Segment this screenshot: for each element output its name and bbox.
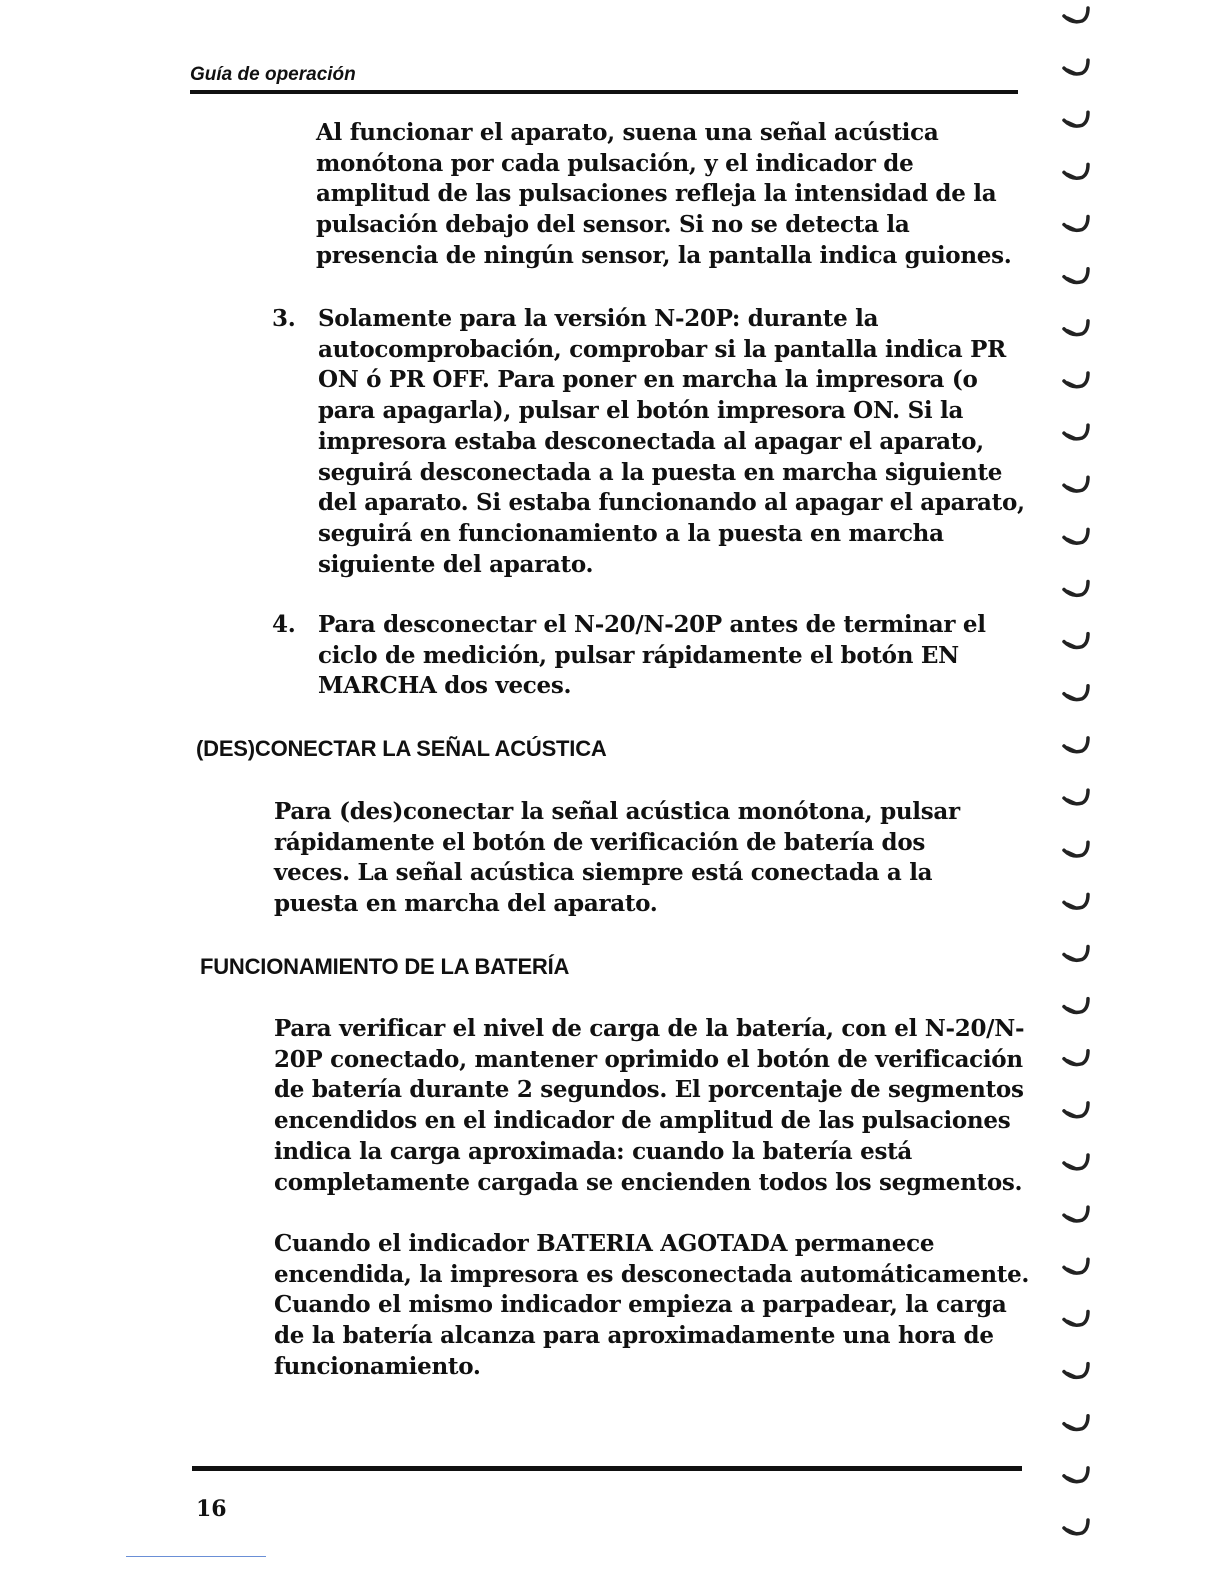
section-paragraph: Cuando el indicador BATERIA AGOTADA permanece encendida, la impresora es desconectada automáticamente. Cuando el mismo indicador empieza a parpadear, la carga de la batería alcanza para aproximadamente una hora de funcionamiento. <box>274 1230 1030 1380</box>
binding-ring-icon <box>1064 790 1088 804</box>
binding-ring-icon <box>1064 269 1088 283</box>
binding-ring-icon <box>1064 217 1088 231</box>
page-number: 16 <box>196 1496 227 1522</box>
list-text: Para desconectar el N-20/N-20P antes de terminar el ciclo de medición, pulsar rápidamente el botón EN MARCHA dos veces. <box>318 611 986 700</box>
section-heading-beep: (DES)CONECTAR LA SEÑAL ACÚSTICA <box>196 736 607 761</box>
binding-ring-icon <box>1064 1259 1088 1273</box>
spiral-binding-icon <box>1058 0 1098 1584</box>
binding-ring-icon <box>1064 8 1088 22</box>
binding-ring-icon <box>1064 634 1088 648</box>
binding-ring-icon <box>1064 686 1088 700</box>
header-rule <box>190 90 1018 94</box>
binding-ring-icon <box>1064 425 1088 439</box>
list-item-4 <box>272 610 1032 710</box>
header-title: Guía de operación <box>190 64 356 85</box>
binding-ring-icon <box>1064 1468 1088 1482</box>
binding-ring-icon <box>1064 1364 1088 1378</box>
scan-mark <box>126 1556 266 1557</box>
binding-ring-icon <box>1064 1311 1088 1325</box>
list-number: 4. <box>272 611 296 638</box>
binding-ring-icon <box>1064 164 1088 178</box>
list-number: 3. <box>272 305 296 332</box>
binding-ring-icon <box>1064 1103 1088 1117</box>
binding-ring-icon <box>1064 582 1088 596</box>
binding-ring-icon <box>1064 738 1088 752</box>
binding-ring-icon <box>1064 1416 1088 1430</box>
section-paragraph: Para verificar el nivel de carga de la batería, con el N-20/N-20P conectado, mantener oprimido el botón de verificación de batería durante 2 segundos. El porcentaje de segmentos encendidos en el indicador de amplitud de las pulsaciones indica la carga aproximada: cuando la batería está completamente cargada se encienden todos los segmentos. <box>274 1015 1025 1196</box>
binding-ring-icon <box>1064 1207 1088 1221</box>
binding-ring-icon <box>1064 999 1088 1013</box>
binding-ring-icon <box>1064 1155 1088 1169</box>
section-heading-battery: FUNCIONAMIENTO DE LA BATERÍA <box>200 954 570 979</box>
binding-ring-icon <box>1064 842 1088 856</box>
binding-ring-icon <box>1064 373 1088 387</box>
binding-ring-icon <box>1064 60 1088 74</box>
list-text: Solamente para la versión N-20P: durante la autocomprobación, comprobar si la pantalla indica PR ON ó PR OFF. Para poner en marcha la impresora (o para apagarla), pulsar el botón impresora ON. Si la impresora estaba desconectada al apagar el aparato, seguirá desconectada a la puesta en marcha siguiente del aparato. Si estaba funcionando al apagar el aparato, seguirá en funcionamiento a la puesta en marcha siguiente del aparato. <box>318 305 1025 578</box>
binding-ring-icon <box>1064 112 1088 126</box>
section-paragraph: Para (des)conectar la señal acústica monótona, pulsar rápidamente el botón de verificación de batería dos veces. La señal acústica siempre está conectada a la puesta en marcha del aparato. <box>274 798 960 918</box>
binding-ring-icon <box>1064 321 1088 335</box>
binding-ring-icon <box>1064 1051 1088 1065</box>
binding-ring-icon <box>1064 477 1088 491</box>
binding-ring-icon <box>1064 946 1088 960</box>
binding-ring-icon <box>1064 529 1088 543</box>
footer-rule <box>192 1466 1022 1471</box>
intro-paragraph: Al funcionar el aparato, suena una señal acústica monótona por cada pulsación, y el indicador de amplitud de las pulsaciones refleja la intensidad de la pulsación debajo del sensor. Si no se detecta la presencia de ningún sensor, la pantalla indica guiones. <box>316 119 1012 269</box>
list-item-3 <box>272 304 1032 584</box>
binding-ring-icon <box>1064 894 1088 908</box>
binding-ring-icon <box>1064 1520 1088 1534</box>
